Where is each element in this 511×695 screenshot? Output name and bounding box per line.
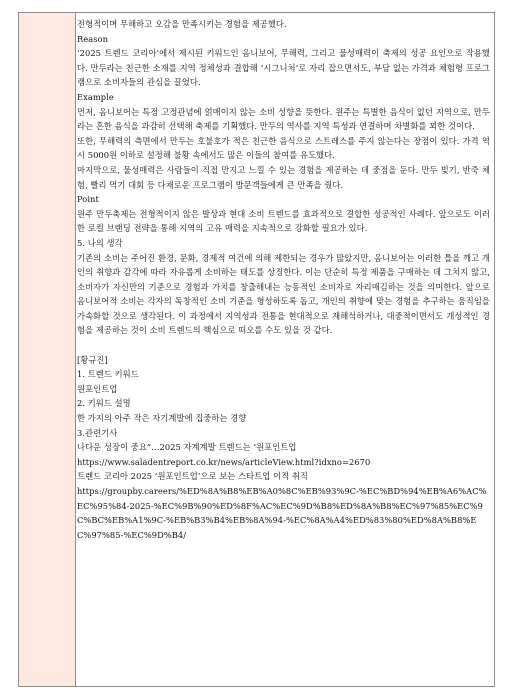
section-heading-trend-keyword: 1. 트렌드 키워드: [77, 369, 139, 380]
author-tag: [황규진]: [77, 354, 108, 365]
paragraph: 또한, 무해력의 측면에서 만두는 호불호가 적은 친근한 음식으로 스트레스를 주지 않는다는 장점이 있다. 가격 역시 5000원 이하로 설정해 불황 속에서도 많은 이들의 참여를 유도했다.: [77, 135, 490, 161]
section-heading-keyword-description: 2. 키워드 설명: [77, 398, 131, 409]
article-link[interactable]: https://groupby.careers/%ED%8A%B8%EB%A0%8C%EB%93%9C-%EC%BD%94%EB%A6%AC%EC%95%84-2025-%EC%9B%90%ED%8F%AC%EC%9D%B8%ED%8A%B8%EC%97%85%EC%9C%BC%EB%A1%9C-%EB%B3%B4%EB%8A%94-%EC%8A%A4%ED%83%80%ED%8A%B8%EC%97%85-%EC%9D%B4/: [77, 486, 487, 540]
section-heading-my-thoughts: 5. 나의 생각: [77, 237, 123, 248]
paragraph: 먼저, 옴니보어는 특정 고정관념에 얽매이지 않는 소비 성향을 뜻한다. 원주는 특별한 음식이 없던 지역으로, 만두라는 흔한 음식을 과감히 선택해 축제를 기획했다. 만두의 역사를 지역 특성과 연결하며 차별화를 꾀한 것이다.: [77, 106, 490, 132]
label-column: [19, 13, 76, 686]
paragraph: 원주 만두축제는 전형적이지 않은 발상과 현대 소비 트렌드를 효과적으로 결합한 성공적인 사례다. 앞으로도 이러한 로컬 브랜딩 전략을 통해 지역의 고유 매력을 지속적으로 강화할 필요가 있다.: [77, 208, 490, 234]
text-line: 전형적이며 무해하고 오감을 만족시키는 경험을 제공했다.: [77, 19, 287, 29]
keyword-description: 한 가지의 아주 작은 자기계발에 집중하는 경향: [77, 413, 247, 424]
section-heading-reason: Reason: [77, 33, 109, 44]
document-table: [18, 12, 495, 687]
article-title: 트렌드 코리아 2025 ‘원포인트업’으로 보는 스타트업 이직 취직: [77, 471, 308, 482]
section-heading-related-articles: 3.관련기사: [77, 427, 118, 438]
paragraph: 기존의 소비는 주어진 환경, 문화, 경제적 여건에 의해 제한되는 경우가 많았지만, 옴니보어는 이러한 틀을 깨고 개인의 취향과 감각에 따라 자유롭게 소비하는 태도를 상징한다. 이는 단순히 특정 제품을 구매하는 데 그치지 않고, 소비자가 자신만의 기준으로 경험과 가치를 창출해내는 능동적인 소비자로 자리매김하는 것을 의미한다. 앞으로 옴니보어적 소비는 각자의 독창적인 소비 기준을 형성하도록 돕고, 개인의 취향에 맞는 경험을 추구하는 움직임을 가속화할 것으로 생각된다. 이 과정에서 지역성과 전통을 현대적으로 재해석하거나, 대중적이면서도 개성적인 경험을 제공하는 것이 소비 트렌드의 핵심으로 떠오를 수도 있을 것 같다.: [77, 252, 490, 336]
paragraph: 마지막으로, 물성매력은 사람들이 직접 만지고 느낄 수 있는 경험을 제공하는 데 중점을 둔다. 만두 빚기, 반죽 체험, 빨리 먹기 대회 등 다채로운 프로그램이 방문객들에게 큰 만족을 줬다.: [77, 164, 490, 190]
keyword-value: 원포인트업: [77, 383, 118, 394]
section-heading-example: Example: [77, 91, 114, 102]
article-link[interactable]: https://www.saladentreport.co.kr/news/articleView.html?idxno=2670: [77, 456, 371, 467]
article-title: 나다운 성장이 중요”…2025 자계계발 트렌드는 ‘원포인트업: [77, 442, 297, 453]
section-heading-point: Point: [77, 194, 99, 205]
paragraph: ‘2025 트렌드 코리아’에서 제시된 키워드인 옴니보어, 무해력, 그리고 물성매력이 축제의 성공 요인으로 작용했다. 만두라는 친근한 소재를 지역 정체성과 결합해 ‘시그니처’로 자리 잡으면서도, 부담 없는 가격과 체험형 프로그램으로 소비자들의 관심을 끌었다.: [77, 48, 490, 88]
blank-line: [77, 338, 490, 353]
document-body: [77, 17, 490, 542]
